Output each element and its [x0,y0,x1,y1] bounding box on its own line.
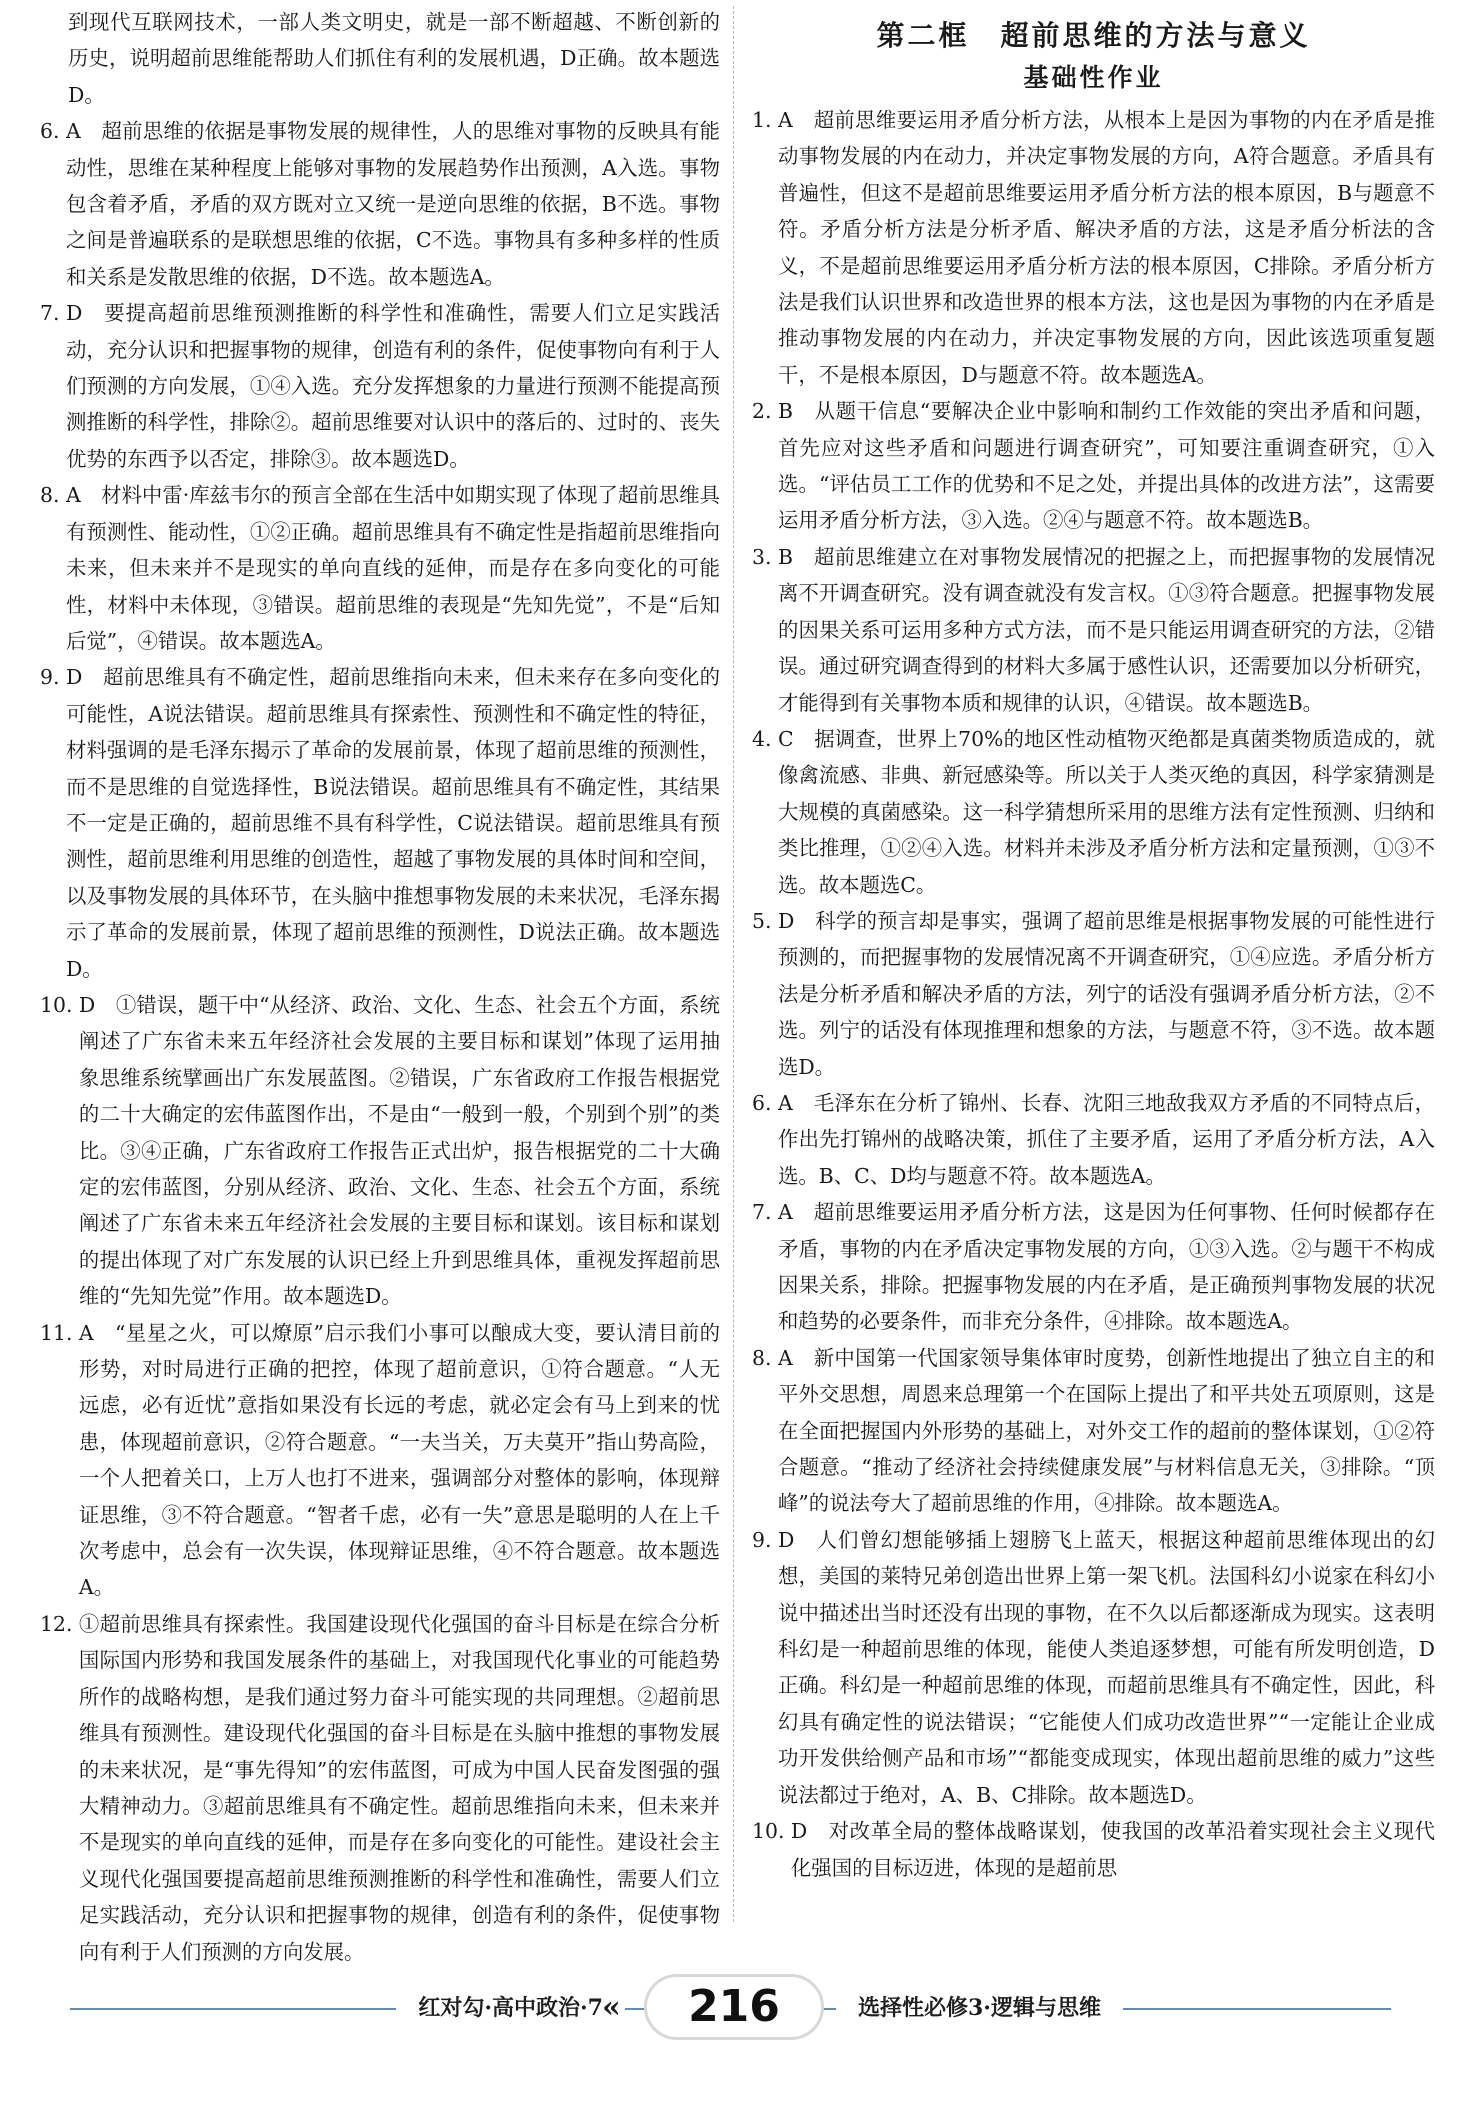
left-answer-list [40,113,720,1970]
answer-number: 7. [40,301,66,326]
answer-item [40,295,720,477]
column-divider [733,6,734,1922]
answer-item [40,113,720,295]
answer-item [40,987,720,1315]
right-answer-list [752,102,1435,1886]
answer-text: A 超前思维要运用矛盾分析方法，从根本上是因为事物的内在矛盾是推动事物发展的内在动力，并决定事物发展的方向，A符合题意。矛盾具有普遍性，但这不是超前思维要运用矛盾分析方法的根本原因，B与题意不符。矛盾分析方法是分析矛盾、解决矛盾的方法，这是矛盾分析法的含义，不是超前思维要运用矛盾分析方法的根本原因，C排除。矛盾分析方法是我们认识世界和改造世界的根本方法，这也是因为事物的内在矛盾是推动事物发展的内在动力，并决定事物发展的方向，因此该选项重复题干，不是根本原因，D与题意不符。故本题选A。 [777,108,1435,387]
answer-number: 4. [752,726,778,751]
page-footer [0,1962,1461,2052]
answer-item [752,1813,1435,1886]
answer-text: C 据调查，世界上70%的地区性动植物灭绝都是真菌类物质造成的，就像禽流感、非典、新冠感染等。所以关于人类灭绝的真因，科学家猜测是大规模的真菌感染。这一科学猜想所采用的思维方法有定性预测、归纳和类比推理，①②④入选。材料并未涉及矛盾分析方法和定量预测，①③不选。故本题选C。 [777,726,1435,897]
answer-number: 1. [752,108,778,132]
answer-item [752,393,1435,539]
footer-book-title: 红对勾·高中政治·7 [396,1982,625,2034]
answer-number: 6. [40,119,66,144]
answer-text: ①超前思维具有探索性。我国建设现代化强国的奋斗目标是在综合分析国际国内形势和我国发展条件的基础上，对我国现代化事业的可能趋势所作的战略构想，是我们通过努力奋斗可能实现的共同理想。②超前思维具有预测性。建设现代化强国的奋斗目标是在头脑中推想的事物发展的未来状况，是“事先得知”的宏伟蓝图，可成为中国人民奋发图强的强大精神动力。③超前思维具有不确定性。超前思维指向未来，但未来并不是现实的单向直线的延伸，而是存在多向变化的可能性。建设社会主义现代化强国要提高超前思维预测推断的科学性和准确性，需要人们立足实践活动，充分认识和把握事物的规律，创造有利的条件，促使事物向有利于人们预测的方向发展。 [78,1611,720,1964]
answer-item [40,659,720,987]
answer-number: 9. [40,665,66,690]
answer-number: 12. [40,1611,79,1636]
section-title: 第二框 超前思维的方法与意义 [876,19,1311,52]
footer-left-chevron: « [602,1990,621,2025]
answer-item [40,1606,720,1970]
answer-number: 5. [752,908,778,933]
answer-number: 3. [752,544,778,569]
answer-item [40,1315,720,1606]
left-column [40,4,720,1969]
answer-item [752,102,1435,393]
answer-item [752,721,1435,903]
answer-number: 6. [752,1090,778,1115]
continued-answer: 到现代互联网技术，一部人类文明史，就是一部不断超越、不断创新的历史，说明超前思维能帮助人们抓住有利的发展机遇，D正确。故本题选D。 [68,10,720,107]
answer-item [752,903,1435,1085]
answer-number: 7. [752,1200,778,1225]
answer-number: 10. [40,992,79,1017]
answer-text: B 超前思维建立在对事物发展情况的把握之上，而把握事物的发展情况离不开调查研究。没有调查就没有发言权。①③符合题意。把握事物发展的因果关系可运用多种方式方法，而不是只能运用调查研究的方法，②错误。通过研究调查得到的材料大多属于感性认识，还需要加以分析研究，才能得到有关事物本质和规律的认识，④错误。故本题选B。 [777,544,1435,715]
answer-number: 10. [752,1819,791,1844]
answer-text: A 新中国第一代国家领导集体审时度势，创新性地提出了独立自主的和平外交思想，周恩来总理第一个在国际上提出了和平共处五项原则，这是在全面把握国内外形势的基础上，对外交工作的超前的整体谋划，①②符合题意。“推动了经济社会持续健康发展”与材料信息无关，③排除。“顶峰”的说法夸大了超前思维的作用，④排除。故本题选A。 [777,1345,1435,1516]
answer-number: 11. [40,1320,79,1345]
right-column [752,4,1435,1969]
answer-text: A “星星之火，可以燎原”启示我们小事可以酿成大变，要认清目前的形势，对时局进行正确的把控，体现了超前意识，①符合题意。“人无远虑，必有近忧”意指如果没有长远的考虑，就必定会有马上到来的忧患，体现超前意识，②符合题意。“一夫当关，万夫莫开”指山势高险，一个人把着关口，上万人也打不进来，强调部分对整体的影响，体现辩证思维，③不符合题意。“智者千虑，必有一失”意思是聪明的人在上千次考虑中，总会有一次失误，体现辩证思维，④不符合题意。故本题选A。 [78,1320,720,1600]
answer-text: D 要提高超前思维预测推断的科学性和准确性，需要人们立足实践活动，充分认识和把握事物的规律，创造有利的条件，促使事物向有利于人们预测的方向发展，①④入选。充分发挥想象的力量进行预测不能提高预测推断的科学性，排除②。超前思维要对认识中的落后的、过时的、丧失优势的东西予以否定，排除③。故本题选D。 [65,301,720,471]
answer-number: 8. [40,483,66,508]
answer-text: A 超前思维的依据是事物发展的规律性，人的思维对事物的反映具有能动性，思维在某种程度上能够对事物的发展趋势作出预测，A入选。事物包含着矛盾，矛盾的双方既对立又统一是逆向思维的依据，B不选。事物之间是普遍联系的是联想思维的依据，C不选。事物具有多种多样的性质和关系是发散思维的依据，D不选。故本题选A。 [65,119,720,289]
answer-item [752,1340,1435,1522]
answer-number: 2. [752,399,778,424]
answer-number: 9. [752,1527,778,1552]
answer-item [752,1194,1435,1340]
answer-text: B 从题干信息“要解决企业中影响和制约工作效能的突出矛盾和问题，首先应对这些矛盾和问题进行调查研究”，可知要注重调查研究，①入选。“评估员工工作的优势和不足之处，并提出具体的改进方法”，这需要运用矛盾分析方法，③入选。②④与题意不符。故本题选B。 [777,399,1435,533]
answer-item [752,1085,1435,1194]
answer-item [752,539,1435,721]
answer-text: A 材料中雷·库兹韦尔的预言全部在生活中如期实现了体现了超前思维具有预测性、能动性，①②正确。超前思维具有不确定性是指超前思维指向未来，但未来并不是现实的单向直线的延伸，而是存在多向变化的可能性，材料中未体现，③错误。超前思维的表现是“先知先觉”，不是“后知后觉”，④错误。故本题选A。 [65,483,720,653]
answer-text: A 超前思维要运用矛盾分析方法，这是因为任何事物、任何时候都存在矛盾，事物的内在矛盾决定事物发展的方向，①③入选。②与题干不构成因果关系，排除。把握事物发展的内在矛盾，是正确预判事物发展的状况和趋势的必要条件，而非充分条件，④排除。故本题选A。 [777,1200,1435,1334]
answer-number: 8. [752,1345,778,1370]
answer-text: A 毛泽东在分析了锦州、长春、沈阳三地敌我双方矛盾的不同特点后，作出先打锦州的战略决策，抓住了主要矛盾，运用了矛盾分析方法，A入选。B、C、D均与题意不符。故本题选A。 [777,1090,1435,1188]
footer-volume-title: 选择性必修3·逻辑与思维 [836,1982,1123,2034]
answer-item [40,477,720,659]
answer-text: D 人们曾幻想能够插上翅膀飞上蓝天，根据这种超前思维体现出的幻想，美国的莱特兄弟创造出世界上第一架飞机。法国科幻小说家在科幻小说中描述出当时还没有出现的事物，在不久以后都逐渐成为现实。这表明科幻是一种超前思维的体现，能使人类追逐梦想，可能有所发明创造，D正确。科幻是一种超前思维的体现，而超前思维具有不确定性，因此，科幻具有确定性的说法错误；“它能使人们成功改造世界”“一定能让企业成功开发供给侧产品和市场”“都能变成现实，体现出超前思维的威力”这些说法都过于绝对，A、B、C排除。故本题选D。 [777,1527,1435,1807]
answer-item [752,1522,1435,1813]
answer-text: D 对改革全局的整体战略谋划，使我国的改革沿着实现社会主义现代化强国的目标迈进，体现的是超前思 [790,1819,1435,1880]
answer-text: D 超前思维具有不确定性，超前思维指向未来，但未来存在多向变化的可能性，A说法错误。超前思维具有探索性、预测性和不确定性的特征，材料强调的是毛泽东揭示了革命的发展前景，体现了超前思维的预测性，而不是思维的自觉选择性，B说法错误。超前思维具有不确定性，其结果不一定是正确的，超前思维不具有科学性，C说法错误。超前思维具有预测性，超前思维利用思维的创造性，超越了事物发展的具体时间和空间，以及事物发展的具体环节，在头脑中推想事物发展的未来状况，毛泽东揭示了革命的发展前景，体现了超前思维的预测性，D说法正确。故本题选D。 [65,665,720,981]
page-number: 216 [644,1974,824,2040]
section-subtitle: 基础性作业 [1023,63,1164,92]
answer-text: D ①错误，题干中“从经济、政治、文化、生态、社会五个方面，系统阐述了广东省未来五年经济社会发展的主要目标和谋划”体现了运用抽象思维系统擘画出广东发展蓝图。②错误，广东省政府工作报告根据党的二十大确定的宏伟蓝图作出，不是由“一般到一般，个别到个别”的类比。③④正确，广东省政府工作报告正式出炉，报告根据党的二十大确定的宏伟蓝图，分别从经济、政治、文化、生态、社会五个方面，系统阐述了广东省未来五年经济社会发展的主要目标和谋划。该目标和谋划的提出体现了对广东发展的认识已经上升到思维具体，重视发挥超前思维的“先知先觉”作用。故本题选D。 [78,992,720,1309]
answer-text: D 科学的预言却是事实，强调了超前思维是根据事物发展的可能性进行预测的，而把握事物的发展情况离不开调查研究，①④应选。矛盾分析方法是分析矛盾和解决矛盾的方法，列宁的话没有强调矛盾分析方法，②不选。列宁的话没有体现推理和想象的方法，与题意不符，③不选。故本题选D。 [777,908,1435,1079]
